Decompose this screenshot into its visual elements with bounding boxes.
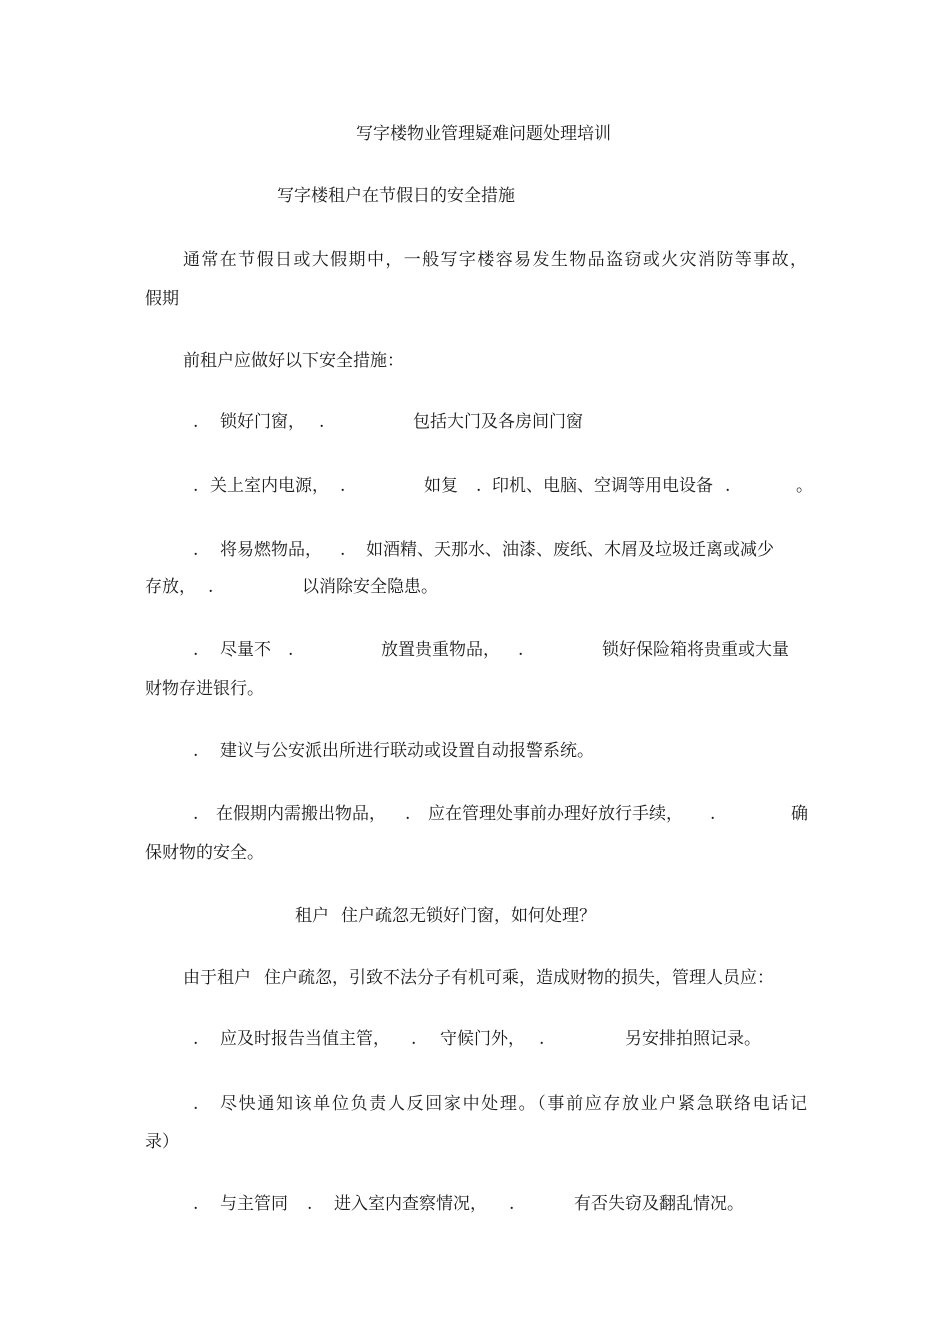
- section1-intro-text-1: 通常在节假日或大假期中，一般写字楼容易发生物品盗窃或火灾消防等事故，: [183, 250, 807, 270]
- list-item-text: 锁好门窗，: [220, 412, 305, 432]
- list-bullet: .: [193, 476, 199, 496]
- list-item-text: 在假期内需搬出物品，: [216, 804, 386, 824]
- list-dot: .: [307, 1194, 313, 1214]
- section1-heading-text: 写字楼租户在节假日的安全措施: [277, 186, 515, 206]
- list-item-text: 包括大门及各房间门窗: [413, 412, 583, 432]
- list-bullet: .: [193, 741, 199, 761]
- list-item-text: 以消除安全隐患。: [302, 577, 438, 597]
- list-dot: .: [539, 1029, 545, 1049]
- list-bullet: .: [193, 1094, 199, 1114]
- list-item-text: 有否失窃及翻乱情况。: [574, 1194, 744, 1214]
- list-dot: .: [340, 540, 346, 560]
- list-item-text: 进入室内查察情况，: [334, 1194, 487, 1214]
- list-dot: .: [725, 476, 731, 496]
- list-item-text: 保财物的安全。: [145, 843, 264, 863]
- list-item-text: 关上室内电源，: [210, 476, 329, 496]
- list-end-mark: 。: [796, 476, 813, 496]
- list-item-text: 印机、电脑、空调等用电设备: [492, 476, 713, 496]
- section2-intro-text-a: 由于租户: [183, 968, 251, 988]
- list-item-text: 另安排拍照记录。: [625, 1029, 761, 1049]
- list-dot: .: [208, 577, 214, 597]
- list-dot: .: [411, 1029, 417, 1049]
- list-item-text: 财物存进银行。: [145, 679, 264, 699]
- list-dot: .: [509, 1194, 515, 1214]
- section1-intro2-text: 前租户应做好以下安全措施：: [183, 351, 404, 371]
- list-item-text: 如复: [424, 476, 458, 496]
- section2-intro-text-b: 住户疏忽，引致不法分子有机可乘，造成财物的损失，管理人员应：: [264, 968, 774, 988]
- list-item-text: 应及时报告当值主管，: [220, 1029, 390, 1049]
- list-item-text: 存放，: [145, 577, 196, 597]
- document-title-text: 写字楼物业管理疑难问题处理培训: [356, 124, 611, 144]
- list-dot: .: [340, 476, 346, 496]
- list-item-text: 确: [791, 804, 808, 824]
- list-bullet: .: [193, 804, 199, 824]
- section1-intro-text-2: 假期: [145, 289, 179, 309]
- list-bullet: .: [193, 1194, 199, 1214]
- list-dot: .: [518, 640, 524, 660]
- list-dot: .: [319, 412, 325, 432]
- section2-heading-text-b: 住户疏忽无锁好门窗，如何处理？: [341, 906, 596, 926]
- list-item-text: 尽快通知该单位负责人反回家中处理。（事前应存放业户紧急联络电话记: [220, 1094, 807, 1114]
- list-item-text: 放置贵重物品，: [381, 640, 500, 660]
- list-dot: .: [710, 804, 716, 824]
- list-item-text: 锁好保险箱将贵重或大量: [602, 640, 789, 660]
- list-bullet: .: [193, 412, 199, 432]
- list-item-text: 与主管同: [220, 1194, 288, 1214]
- list-item-text: 尽量不: [220, 640, 271, 660]
- list-bullet: .: [193, 1029, 199, 1049]
- list-bullet: .: [193, 540, 199, 560]
- list-item-text: 录）: [145, 1132, 179, 1152]
- list-item-text: 将易燃物品，: [220, 540, 322, 560]
- list-item-text: 建议与公安派出所进行联动或设置自动报警系统。: [220, 741, 594, 761]
- list-dot: .: [476, 476, 482, 496]
- list-bullet: .: [193, 640, 199, 660]
- list-dot: .: [288, 640, 294, 660]
- list-dot: .: [405, 804, 411, 824]
- list-item-text: 应在管理处事前办理好放行手续，: [428, 804, 683, 824]
- list-item-text: 如酒精、天那水、油漆、废纸、木屑及垃圾迁离或减少: [366, 540, 774, 560]
- section2-heading-text-a: 租户: [295, 906, 329, 926]
- list-item-text: 守候门外，: [440, 1029, 525, 1049]
